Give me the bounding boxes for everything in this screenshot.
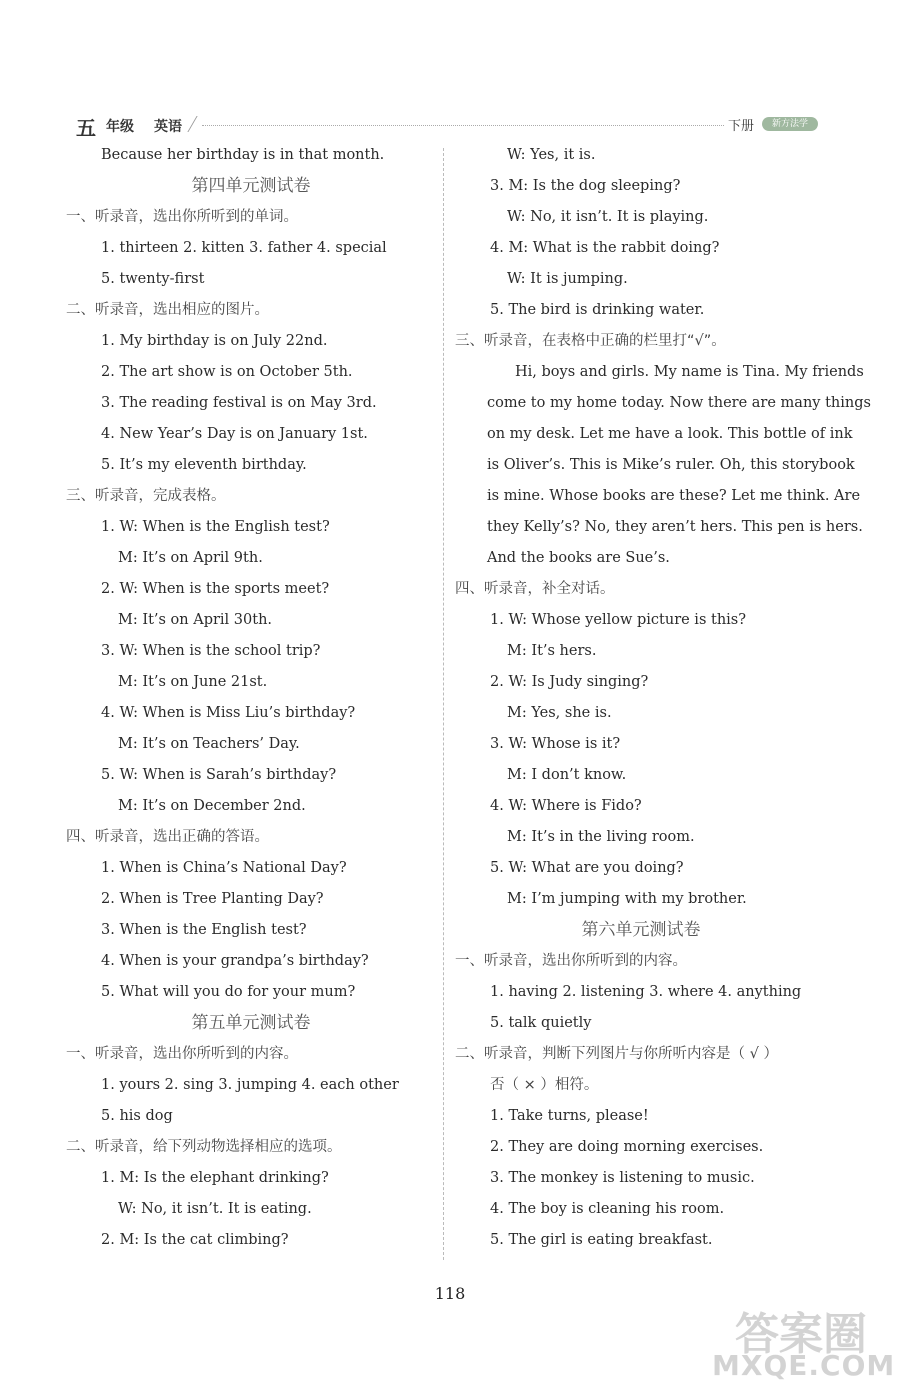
unit-title: 第四单元测试卷 (191, 176, 311, 196)
text-line: 4. M: What is the rabbit doing? (490, 240, 720, 256)
section-heading: 三、听录音，在表格中正确的栏里打“√”。 (455, 333, 726, 349)
section-heading: 四、听录音，选出正确的答语。 (66, 829, 269, 845)
subject-label: 英语 (154, 119, 182, 135)
passage-line: on my desk. Let me have a look. This bottle of ink (487, 426, 853, 442)
volume-label: 下册 (727, 119, 754, 134)
passage-line: And the books are Sue’s. (487, 550, 670, 566)
passage-line: is Oliver’s. This is Mike’s ruler. Oh, this storybook (487, 457, 855, 473)
text-line: 1. yours 2. sing 3. jumping 4. each other (101, 1077, 399, 1093)
text-line: 3. When is the English test? (101, 922, 307, 938)
text-line: 3. The monkey is listening to music. (490, 1170, 755, 1186)
text-line: 1. having 2. listening 3. where 4. anything (490, 984, 802, 1000)
text-line: W: It is jumping. (507, 271, 628, 287)
text-line: 1. My birthday is on July 22nd. (101, 333, 328, 349)
text-line: 5. It’s my eleventh birthday. (101, 457, 307, 473)
text-line: 3. The reading festival is on May 3rd. (101, 395, 377, 411)
section-heading: 一、听录音，选出你所听到的单词。 (66, 209, 298, 225)
text-line: 4. W: Where is Fido? (490, 798, 642, 814)
text-line: 5. What will you do for your mum? (101, 984, 356, 1000)
text-line: 3. W: Whose is it? (490, 736, 621, 752)
text-line: 1. M: Is the elephant drinking? (101, 1170, 329, 1186)
unit-title: 第五单元测试卷 (191, 1013, 311, 1033)
watermark-text-bottom: MXQE.COM (712, 1349, 896, 1382)
passage-line: come to my home today. Now there are many things (487, 395, 871, 411)
section-heading: 二、听录音，判断下列图片与你所听内容是（ √ ） (455, 1046, 778, 1062)
unit-title: 第六单元测试卷 (581, 920, 701, 940)
text-line: W: Yes, it is. (507, 147, 596, 163)
text-line: 1. W: Whose yellow picture is this? (490, 612, 747, 628)
text-line: 1. Take turns, please! (490, 1108, 649, 1124)
text-line: 5. The bird is drinking water. (490, 302, 705, 318)
passage-line: they Kelly’s? No, they aren’t hers. This pen is hers. (487, 519, 863, 535)
page-header (76, 112, 824, 138)
text-line: 5. W: When is Sarah’s birthday? (101, 767, 337, 783)
text-line: 5. twenty-first (101, 271, 205, 287)
column-divider (443, 148, 444, 1260)
section-heading: 三、听录音，完成表格。 (66, 488, 226, 504)
right-column (455, 140, 871, 1256)
passage-line: is mine. Whose books are these? Let me think. Are (487, 488, 861, 504)
watermark-logo (712, 1298, 896, 1382)
text-line: M: It’s on April 30th. (118, 612, 273, 628)
text-line: 3. W: When is the school trip? (101, 643, 321, 659)
text-line: 2. W: When is the sports meet? (101, 581, 330, 597)
text-line: 5. talk quietly (490, 1015, 592, 1031)
header-slash (187, 116, 211, 132)
text-line: 5. The girl is eating breakfast. (490, 1232, 713, 1248)
section-heading: 四、听录音，补全对话。 (455, 581, 615, 597)
text-line: M: It’s on June 21st. (118, 674, 268, 690)
text-line: M: It’s in the living room. (507, 829, 695, 845)
section-heading: 二、听录音，选出相应的图片。 (66, 302, 269, 318)
text-line: 2. M: Is the cat climbing? (101, 1232, 289, 1248)
watermark-text-top: 答案圈 (735, 1309, 867, 1360)
text-line: M: I don’t know. (507, 767, 627, 783)
section-heading: 一、听录音，选出你所听到的内容。 (66, 1046, 298, 1062)
section-heading: 否（ × ）相符。 (490, 1077, 599, 1093)
text-line: 2. When is Tree Planting Day? (101, 891, 324, 907)
text-line: W: No, it isn’t. It is playing. (507, 209, 709, 225)
text-line: 4. When is your grandpa’s birthday? (101, 953, 369, 969)
grade-label: 年级 (106, 119, 134, 135)
text-line: M: It’s hers. (507, 643, 597, 659)
text-line: 4. New Year’s Day is on January 1st. (101, 426, 368, 442)
text-line: 1. W: When is the English test? (101, 519, 330, 535)
text-line: W: No, it isn’t. It is eating. (118, 1201, 312, 1217)
passage-line: Hi, boys and girls. My name is Tina. My friends (515, 364, 864, 380)
text-line: M: It’s on December 2nd. (118, 798, 306, 814)
text-line: 4. The boy is cleaning his room. (490, 1201, 725, 1217)
text-line: M: Yes, she is. (507, 705, 612, 721)
text-line: 5. W: What are you doing? (490, 860, 684, 876)
series-badge: 新方法学 (762, 117, 818, 131)
text-line: 1. When is China’s National Day? (101, 860, 347, 876)
left-column (66, 140, 436, 1256)
header-dotted-line (202, 125, 724, 126)
text-line: M: I’m jumping with my brother. (507, 891, 747, 907)
text-line: 2. W: Is Judy singing? (490, 674, 649, 690)
text-line: 2. They are doing morning exercises. (490, 1139, 764, 1155)
text-line: M: It’s on Teachers’ Day. (118, 736, 300, 752)
text-line: 4. W: When is Miss Liu’s birthday? (101, 705, 356, 721)
section-heading: 一、听录音，选出你所听到的内容。 (455, 953, 687, 969)
text-line: 5. his dog (101, 1108, 173, 1124)
text-line: 3. M: Is the dog sleeping? (490, 178, 681, 194)
text-line: Because her birthday is in that month. (101, 147, 385, 163)
grade-number: 五 (76, 116, 96, 140)
text-line: 2. The art show is on October 5th. (101, 364, 353, 380)
text-line: 1. thirteen 2. kitten 3. father 4. special (101, 240, 387, 256)
text-line: M: It’s on April 9th. (118, 550, 263, 566)
section-heading: 二、听录音，给下列动物选择相应的选项。 (66, 1139, 342, 1155)
page-number: 118 (434, 1284, 466, 1303)
